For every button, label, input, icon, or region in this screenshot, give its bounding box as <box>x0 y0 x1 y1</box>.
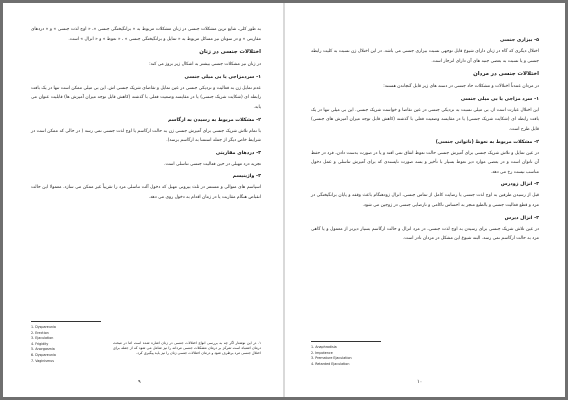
item-text: تجربه درد مهبلی در حین فعالیت جنسی تناسلی است. <box>164 161 261 167</box>
page-number: ۱۰ <box>417 379 423 385</box>
item-heading: ۳- دردهای مقاربتی <box>215 150 261 156</box>
item-heading: ۴- واژینیسم <box>232 174 261 180</box>
footnote-item: 5. Anorgasmia <box>31 347 55 352</box>
left-page-body <box>31 25 261 206</box>
item-text: اختلال دیگری که گاه در زنان دارای شیوع قابل توجهی نسبت بیزاری جنسی می باشد. در این اختلال زن نسبت به کلیت رابطه جنسی و یا نسبت به بعضی جنبه های آن دارای انزجار است. <box>311 49 539 64</box>
footnote-item: 6. Dyspareunia <box>31 352 56 357</box>
item-text: در عین تلاش شریک جنسی برای رسیدن به اوج لذت جنسی، در مرد انزال و حالت ارگاسم بسیار دیرتر از معمول و یا گاهی مرد به حالت ارگاسم نمی رسد. البته شیوع این مشکل در مردان نادر است. <box>311 226 539 242</box>
footnote-item: 1. Dyspareunia <box>31 325 56 329</box>
footnote-item: 1. Anaphrodisia <box>311 345 337 349</box>
item-text: قبل از رسیدن طرفین به اوج لذت جنسی یا رضایت کامل از تماس جنسی، انزال زودهنگام باعث وقفه و پایان برانگیختگی در مرد و قطع فعالیت جنسی و بالطبع منجر به احساس ناکامی و نارضایی جنسی در زوجین می شود. <box>311 193 539 208</box>
item-text: با تمام تلاش شریک جنسی برای آمیزش جنسی زن به حالت ارگاسم یا اوج لذت جنسی نمی رسد ( در حالی که ممکن است در شرایط خاص دیگر از جمله استمنا به ارگاسم برسد). <box>31 128 261 144</box>
item-heading: ۱- سردمزاجی یا بی میلی جنسی <box>184 74 261 80</box>
footnote-item: 2. Erection <box>31 330 49 335</box>
intro-paragraph: به طور کلی، شایع ترین مشکلات جنسی در زنان مشکلات مربوط به « برانگیختگی جنسی »، « اوج لذت جنسی » و « دردهای مقاربتی » و در سوتان نیز مسائل مربوط به « تمایل و برانگیختگی جنسی » ، « نعوظ » و « انزال » است. <box>31 27 261 42</box>
book-spread <box>3 3 565 397</box>
item-heading: ۳- انزال زودرس <box>500 182 539 188</box>
footnote-item: 7. Vaginismus <box>31 358 54 363</box>
footnote-item: 3. Premature Ejaculation <box>311 356 352 361</box>
footnote-rule <box>31 321 101 322</box>
footnote-rule <box>311 341 381 342</box>
section-title: اختلالات جنسی در مردان <box>473 71 539 78</box>
item-text: این اختلال عبارت است از، بی میلی نسبت به نزدیکی جنسی در عین تقاضا و خواست شریک جنسی. این بی میلی تنها در یک بافت رابطه ای (شکایت شریک جنسی) یا در مقایسه وضعیت فعلی با گذشته (کاهش قابل توجه میزان آمیزش های جنسی) قابل طرح است. <box>311 107 539 132</box>
item-text: عدم تمایل زن به فعالیت و نزدیکی جنسی در عین تمایل و تقاضای شریک جنسی اش. این بی میلی ممکن است تنها در یک بافت رابطه ای (شکایت شریک جنسی) یا در مقایسه وضعیت فعلی با گذشته (کاهش قابل توجه میزان آمیزش ها) قابلیت عنوان می یابد. <box>31 85 261 110</box>
item-text: اسپاسم های متوالی و مستمر در ثلث بیرونی مهبل که دخول آلت تناسلی مرد را تقریباً غیر ممکن می سازد. معمولا این حالت انقباض هنگام مقاربت یا در زمان اقدام به دخول روی می دهد. <box>31 185 261 200</box>
footnote-item: 2. Impotence <box>311 350 333 355</box>
item-heading: ۲- مشکلات مربوط به رسیدن به ارگاسم <box>168 117 261 123</box>
footnotes-english <box>311 345 391 367</box>
item-heading: ۴- انزال دیرس <box>504 215 539 221</box>
section-intro: در مردان عمدتاً اختلالات و مشکلات حاد جنسی در دسته های زیر قابل گنجاندن هستند: <box>383 84 539 90</box>
footnote-item: 4. Frigidity <box>31 341 49 346</box>
right-page-body <box>311 33 539 247</box>
item-heading: ۱- سرد مزاجی یا بی میلی جنسی <box>460 96 539 102</box>
left-page <box>3 3 283 397</box>
item-heading: ۲- مشکلات مربوط به نعوظ (ناتوانی جنسی) <box>435 139 539 145</box>
page-number: ۹ <box>138 379 141 385</box>
section-intro: در زنان نیز مشکلات جنسی بیشتر به اشکال زیر بروز می کند: <box>149 62 261 68</box>
section-title: اختلالات جنسی در زنان <box>199 49 261 56</box>
footnote-item: 3. Ejaculation <box>31 336 54 341</box>
footnote-persian: ۱. در این نوشتار اگر چه به بررسی انواع اختلالات جنسی در زنان اشاره شده است اما در مبحث درمان اشتباه است تمرکز بر درمان مشکلات جنسی مردانه را نیز شامل می شود که از جمله برای اختلال جنسی مرد برطرف شود و درمان اختلالات جنسی زنان را نیز باید پیگیری کرد. <box>113 341 261 355</box>
item-text: در عین تمایل و تلاش شریک جنسی برای آمیزش جنسی حالت نعوظ اتفاق نمی افتد و یا در صورت بدست دادن، فرد در حفظ آن ناتوان است و در بعضی موارد دیر نعوظ بسیار با تأخیر و بسه صورت ناپسندی که برای آمیزش تناسلی و عمل دخول مناسب نیست رخ می دهد. <box>311 150 539 175</box>
footnotes-english <box>31 325 101 364</box>
right-page <box>285 3 565 397</box>
footnote-item: 4. Retarded Ejaculation <box>311 361 350 366</box>
item-heading: ۵- بیزاری جنسی <box>500 38 539 43</box>
